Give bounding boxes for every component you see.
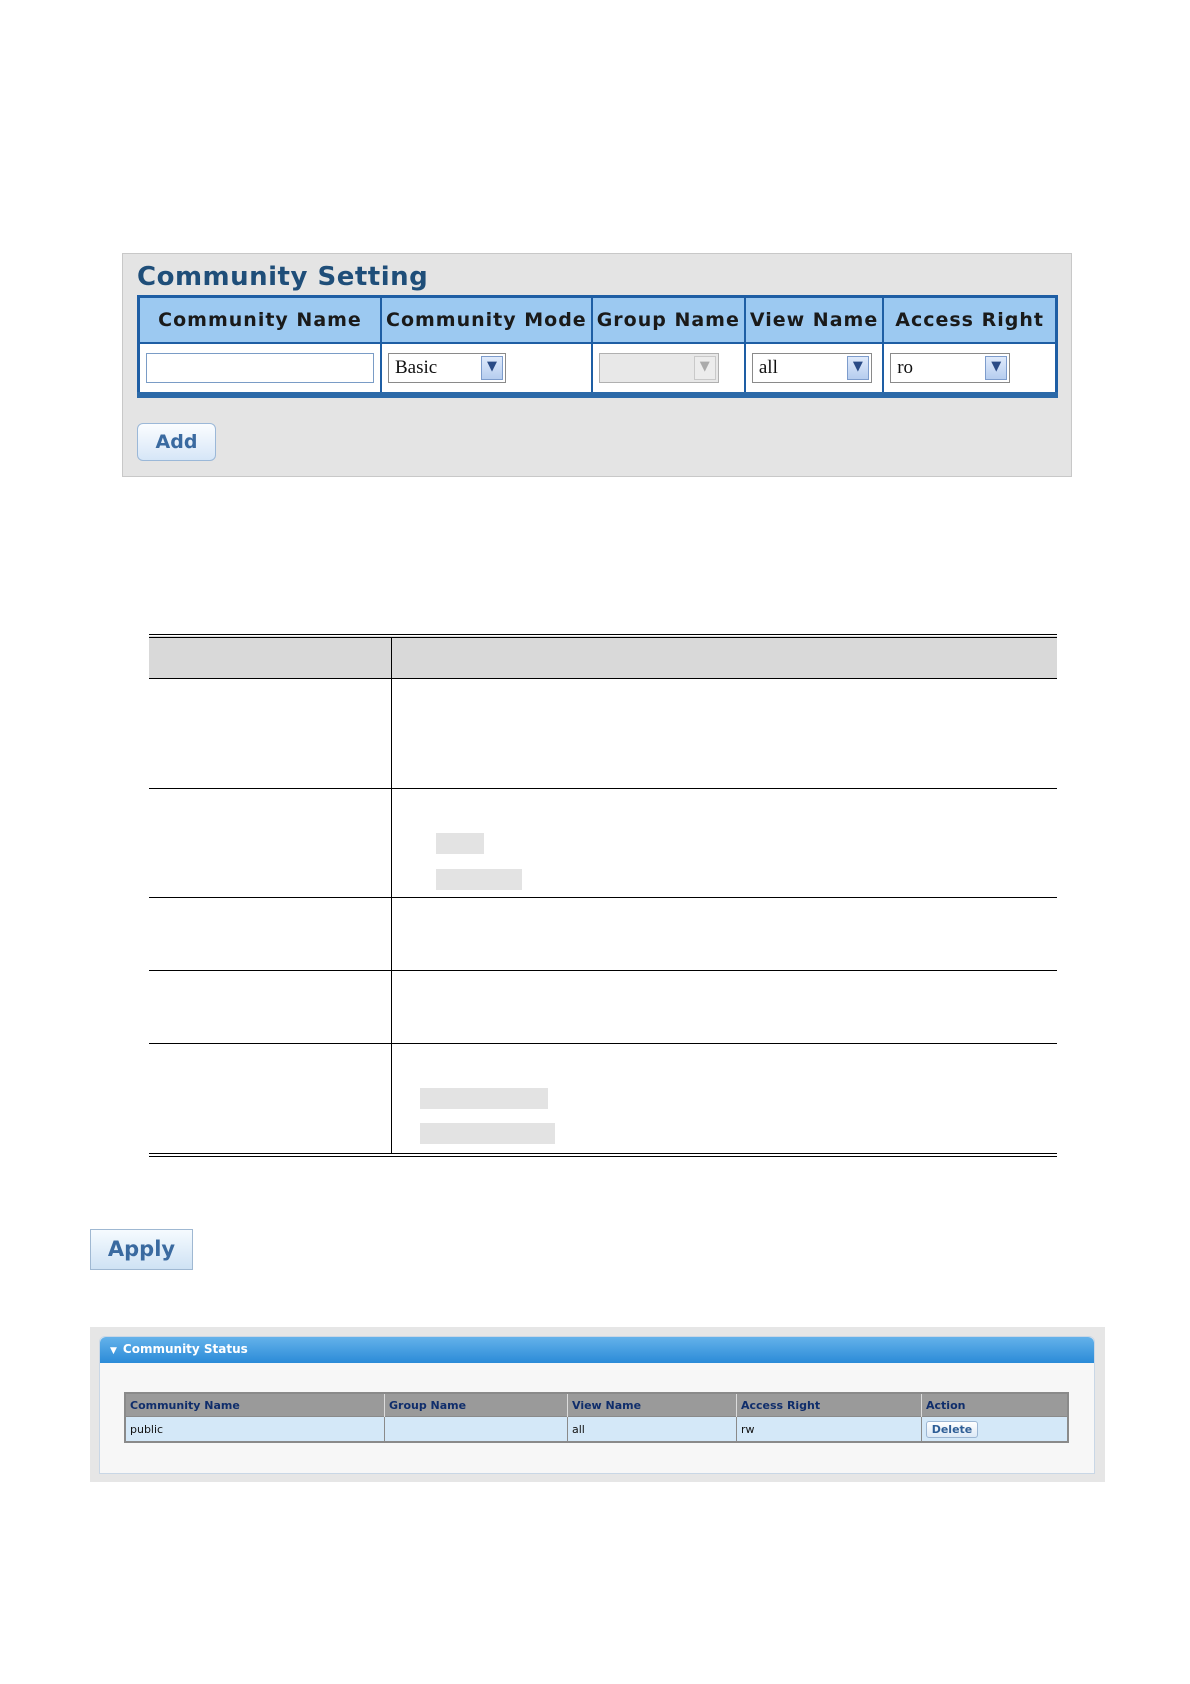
collapse-triangle-icon: ▼: [110, 1346, 117, 1356]
community-setting-title: Community Setting: [137, 262, 429, 292]
status-column-action: Action: [922, 1393, 1069, 1417]
community-setting-panel: [122, 253, 1072, 477]
description-row-text: [392, 679, 1058, 789]
cell-access-right: rw: [737, 1417, 922, 1443]
status-column-group-name: Group Name: [385, 1393, 568, 1417]
description-row-text: [392, 971, 1058, 1044]
cell-view-name: all: [568, 1417, 737, 1443]
redacted-option: [436, 833, 484, 854]
community-mode-select[interactable]: [388, 353, 506, 383]
group-name-select[interactable]: [599, 353, 719, 383]
description-table: [149, 634, 1057, 1157]
description-header-description: [392, 636, 1058, 679]
community-status-title: Community Status: [122, 1342, 248, 1356]
community-mode-value: Basic: [395, 357, 438, 378]
view-name-value: all: [758, 357, 778, 378]
description-header-object: [149, 636, 392, 679]
description-row-text: [392, 1044, 1058, 1155]
delete-button[interactable]: Delete: [926, 1421, 978, 1438]
chevron-down-icon: ▼: [481, 356, 503, 380]
apply-button[interactable]: Apply: [90, 1229, 193, 1270]
table-row: [125, 1417, 1068, 1443]
column-header-view-name: View Name: [745, 297, 883, 344]
chevron-down-icon: ▼: [985, 356, 1007, 380]
redacted-option: [420, 1088, 548, 1109]
status-column-access-right: Access Right: [737, 1393, 922, 1417]
column-header-group-name: Group Name: [592, 297, 745, 344]
description-table-wrapper: [149, 634, 1057, 1157]
chevron-down-icon: ▼: [694, 356, 716, 380]
community-status-table: [124, 1392, 1069, 1443]
cell-community-name: public: [125, 1417, 385, 1443]
column-header-community-name: Community Name: [139, 297, 382, 344]
view-name-select[interactable]: [752, 353, 872, 383]
column-header-access-right: Access Right: [883, 297, 1056, 344]
status-column-view-name: View Name: [568, 1393, 737, 1417]
cell-group-name: [385, 1417, 568, 1443]
add-button[interactable]: Add: [137, 423, 216, 461]
community-name-input[interactable]: [146, 353, 374, 383]
chevron-down-icon: ▼: [847, 356, 869, 380]
description-row-object: [149, 898, 392, 971]
status-column-community-name: Community Name: [125, 1393, 385, 1417]
access-right-select[interactable]: [890, 353, 1010, 383]
redacted-option: [420, 1123, 555, 1144]
description-row-object: [149, 1044, 392, 1155]
description-row-object: [149, 679, 392, 789]
description-row-object: [149, 789, 392, 898]
community-status-header[interactable]: [100, 1337, 1094, 1363]
description-row-text: [392, 898, 1058, 971]
description-row-object: [149, 971, 392, 1044]
community-status-panel: [99, 1336, 1095, 1474]
community-status-container: [90, 1327, 1105, 1482]
column-header-community-mode: Community Mode: [381, 297, 592, 344]
community-setting-table: [137, 295, 1058, 398]
access-right-value: ro: [897, 357, 914, 378]
description-row-text: [392, 789, 1058, 898]
redacted-option: [436, 869, 522, 890]
